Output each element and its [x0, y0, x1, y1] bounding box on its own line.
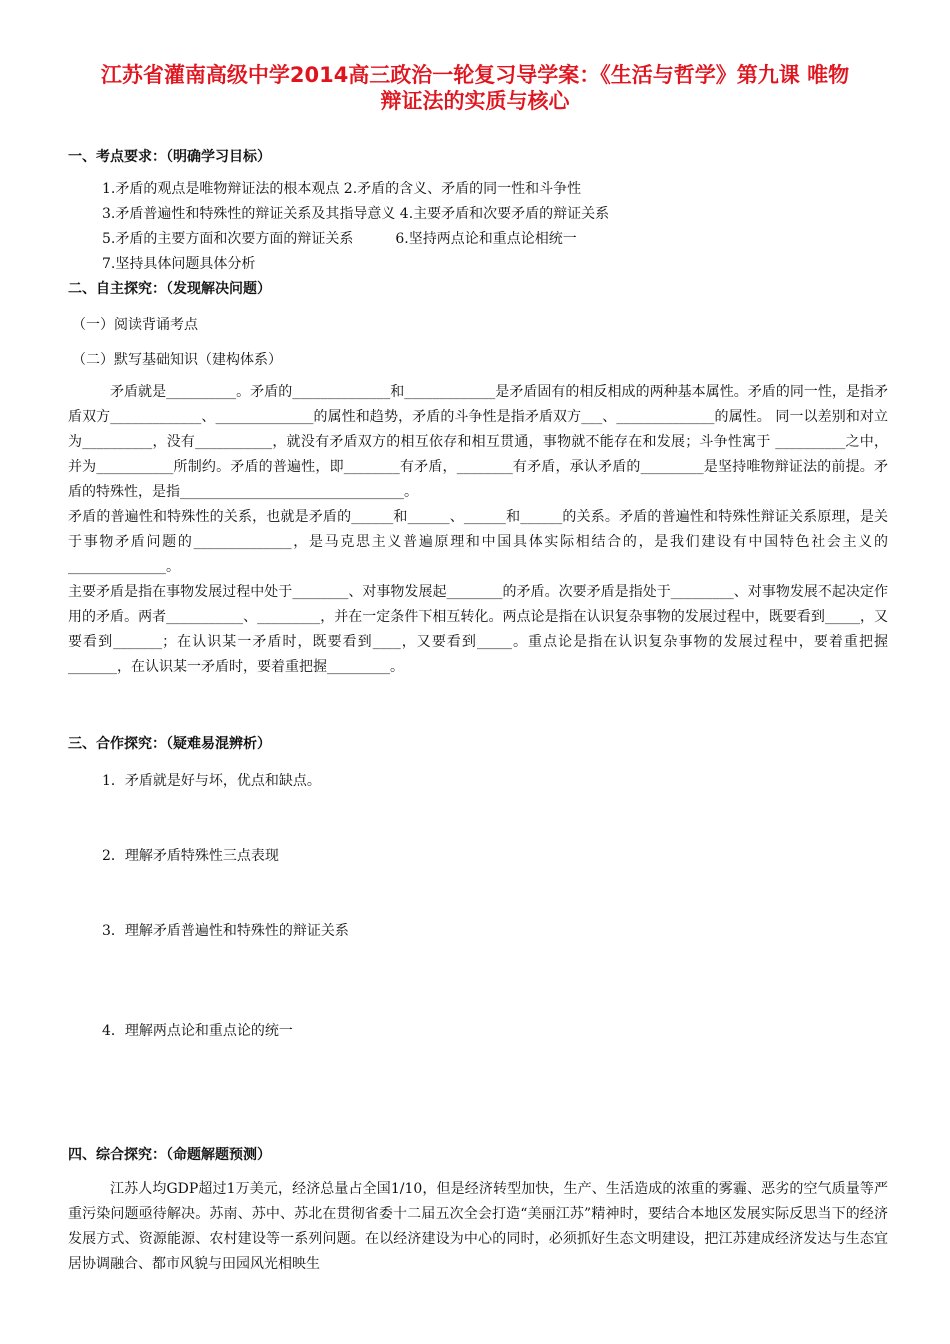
objective-line-4: 7.坚持具体问题具体分析: [102, 256, 256, 272]
section-3-heading: 三、合作探究：（疑难易混辨析）: [68, 736, 271, 752]
section-2-heading: 二、自主探究：（发现解决问题）: [68, 281, 271, 297]
objective-line-2: 3.矛盾普遍性和特殊性的辩证关系及其指导意义 4.主要矛盾和次要矛盾的辩证关系: [102, 206, 610, 222]
objective-line-3: 5.矛盾的主要方面和次要方面的辩证关系 6.坚持两点论和重点论相统一: [102, 231, 577, 247]
section-1-heading: 一、考点要求：（明确学习目标）: [68, 149, 271, 165]
discussion-item-4: 4．理解两点论和重点论的统一: [102, 1023, 293, 1039]
discussion-item-2: 2．理解矛盾特殊性三点表现: [102, 848, 279, 864]
title-line-2: 辩证法的实质与核心: [380, 89, 570, 113]
fill-in-paragraph-2: 矛盾的普遍性和特殊性的关系，也就是矛盾的______和______、______和______的关系。矛盾的普遍性和特殊性辩证关系原理，是关于事物矛盾问题的______________，是马克思主义普遍原理和中国具体实际相结合的，是我们建设有中国特色社会主义的______________。: [68, 509, 888, 575]
objective-line-1: 1.矛盾的观点是唯物辩证法的根本观点 2.矛盾的含义、矛盾的同一性和斗争性: [102, 181, 582, 197]
case-study-text: [68, 1177, 888, 1277]
fill-in-paragraph-1: 矛盾就是__________。矛盾的______________和_____________是矛盾固有的相反相成的两种基本属性。矛盾的同一性，是指矛盾双方_____________、______________的属性和趋势，矛盾的斗争性是指矛盾双方___、______________的属性。 同一以差别和对立为__________，没有___________，就没有矛盾双方的相互依存和相互贯通，事物就不能存在和发展；斗争性寓于 __________之中，并为___________所制约。矛盾的普遍性，即________有矛盾，________有矛盾，承认矛盾的_________是坚持唯物辩证法的前提。矛盾的特殊性，是指________________________________。: [68, 384, 888, 500]
discussion-item-3: 3．理解矛盾普遍性和特殊性的辩证关系: [102, 923, 349, 939]
fill-in-blanks-text: [68, 380, 888, 680]
case-study-paragraph: 江苏人均GDP超过1万美元，经济总量占全国1/10，但是经济转型加快，生产、生活造成的浓重的雾霾、恶劣的空气质量等严重污染问题亟待解决。苏南、苏中、苏北在贯彻省委十二届五次全会打造“美丽江苏”精神时，要结合本地区发展实际反思当下的经济发展方式、资源能源、农村建设等一系列问题。在以经济建设为中心的同时，必须抓好生态文明建设，把江苏建成经济发达与生态宜居协调融合、都市风貌与田园风光相映生: [68, 1181, 888, 1272]
subsection-dictation: （二）默写基础知识（建构体系）: [72, 352, 282, 368]
section-4-heading: 四、综合探究：（命题解题预测）: [68, 1147, 271, 1163]
title-line-1: 江苏省灌南高级中学2014高三政治一轮复习导学案：《生活与哲学》第九课 唯物: [100, 63, 850, 87]
discussion-item-1: 1．矛盾就是好与坏，优点和缺点。: [102, 773, 321, 789]
fill-in-paragraph-3: 主要矛盾是指在事物发展过程中处于________、对事物发展起________的矛盾。次要矛盾是指处于_________、对事物发展不起决定作用的矛盾。两者___________、_________，并在一定条件下相互转化。两点论是指在认识复杂事物的发展过程中，既要看到_____，又要看到_______；在认识某一矛盾时，既要看到____，又要看到_____。重点论是指在认识复杂事物的发展过程中，要着重把握_______，在认识某一矛盾时，要着重把握_________。: [68, 584, 888, 675]
document-title: [60, 62, 890, 114]
subsection-reading: （一）阅读背诵考点: [72, 317, 198, 333]
